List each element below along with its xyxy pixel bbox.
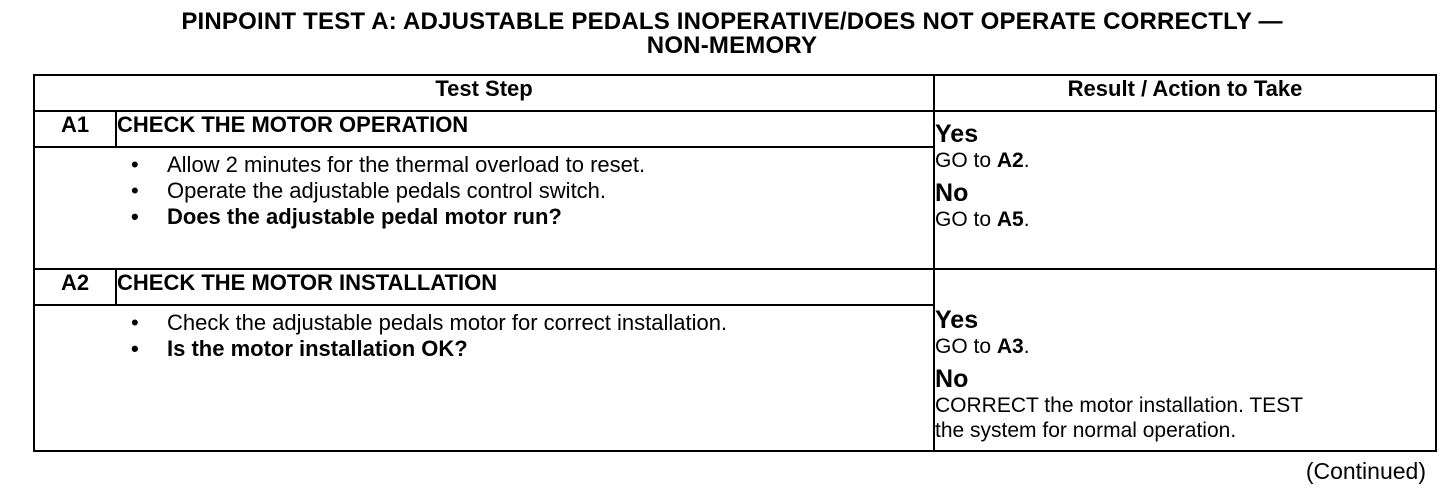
- step-a1-result: [934, 111, 1436, 269]
- bullet-text: Allow 2 minutes for the thermal overload to reset.: [167, 152, 646, 177]
- bullet-glyph: •: [131, 310, 139, 335]
- step-a1-title-row: [34, 111, 1436, 147]
- bullet-glyph: •: [131, 178, 139, 203]
- bullet-text: Operate the adjustable pedals control switch.: [167, 178, 607, 203]
- no-label: No: [935, 365, 969, 393]
- yes-label: Yes: [935, 120, 979, 148]
- no-action-line-1: CORRECT the motor installation. TEST: [935, 394, 1304, 417]
- list-item: [35, 310, 933, 336]
- yes-action-suffix: .: [1023, 149, 1030, 172]
- header-result-action: Result / Action to Take: [934, 75, 1436, 111]
- step-a2-yes: [935, 306, 1435, 359]
- yes-action-target: A3: [996, 335, 1024, 358]
- header-test-step: Test Step: [34, 75, 934, 111]
- step-a1-no: [935, 179, 1435, 232]
- step-a1-yes: [935, 120, 1435, 173]
- list-item: [35, 336, 933, 362]
- step-a1-bullets: [35, 148, 933, 230]
- table-header-row: [34, 75, 1436, 111]
- step-a2-id: A2: [34, 269, 116, 305]
- yes-action-prefix: GO to: [935, 149, 997, 172]
- pinpoint-test-table: [33, 74, 1437, 452]
- yes-action: [935, 334, 1435, 359]
- no-action: [935, 207, 1435, 232]
- step-a2-body: [34, 305, 934, 451]
- step-a1-id: A1: [34, 111, 116, 147]
- title-line-2: NON-MEMORY: [646, 32, 818, 59]
- step-a2-title-row: [34, 269, 1436, 305]
- yes-label: Yes: [935, 306, 979, 334]
- list-item: [35, 204, 933, 230]
- step-a2-no: [935, 365, 1435, 443]
- bullet-glyph: •: [131, 152, 139, 177]
- step-a2-bullets: [35, 306, 933, 362]
- bullet-question: Is the motor installation OK?: [167, 336, 468, 361]
- step-a2-result: [934, 269, 1436, 451]
- continued-note: (Continued): [1305, 458, 1426, 484]
- no-action-prefix: GO to: [935, 208, 997, 231]
- no-label: No: [935, 179, 969, 207]
- no-action-target: A5: [996, 208, 1024, 231]
- list-item: [35, 152, 933, 178]
- bullet-text: Check the adjustable pedals motor for correct installation.: [167, 310, 728, 335]
- page-title: [30, 10, 1434, 58]
- step-a2-title: CHECK THE MOTOR INSTALLATION: [116, 269, 934, 305]
- step-a1-body: [34, 147, 934, 269]
- list-item: [35, 178, 933, 204]
- yes-action-target: A2: [996, 149, 1024, 172]
- step-a1-title: CHECK THE MOTOR OPERATION: [116, 111, 934, 147]
- title-line-1: PINPOINT TEST A: ADJUSTABLE PEDALS INOPERATIVE/DOES NOT OPERATE CORRECTLY —: [181, 8, 1283, 35]
- bullet-glyph: •: [131, 204, 139, 229]
- bullet-question: Does the adjustable pedal motor run?: [167, 204, 562, 229]
- yes-action-prefix: GO to: [935, 335, 997, 358]
- bullet-glyph: •: [131, 336, 139, 361]
- no-action-line-2: the system for normal operation.: [935, 419, 1237, 442]
- yes-action: [935, 148, 1435, 173]
- no-action-suffix: .: [1023, 208, 1030, 231]
- yes-action-suffix: .: [1023, 335, 1030, 358]
